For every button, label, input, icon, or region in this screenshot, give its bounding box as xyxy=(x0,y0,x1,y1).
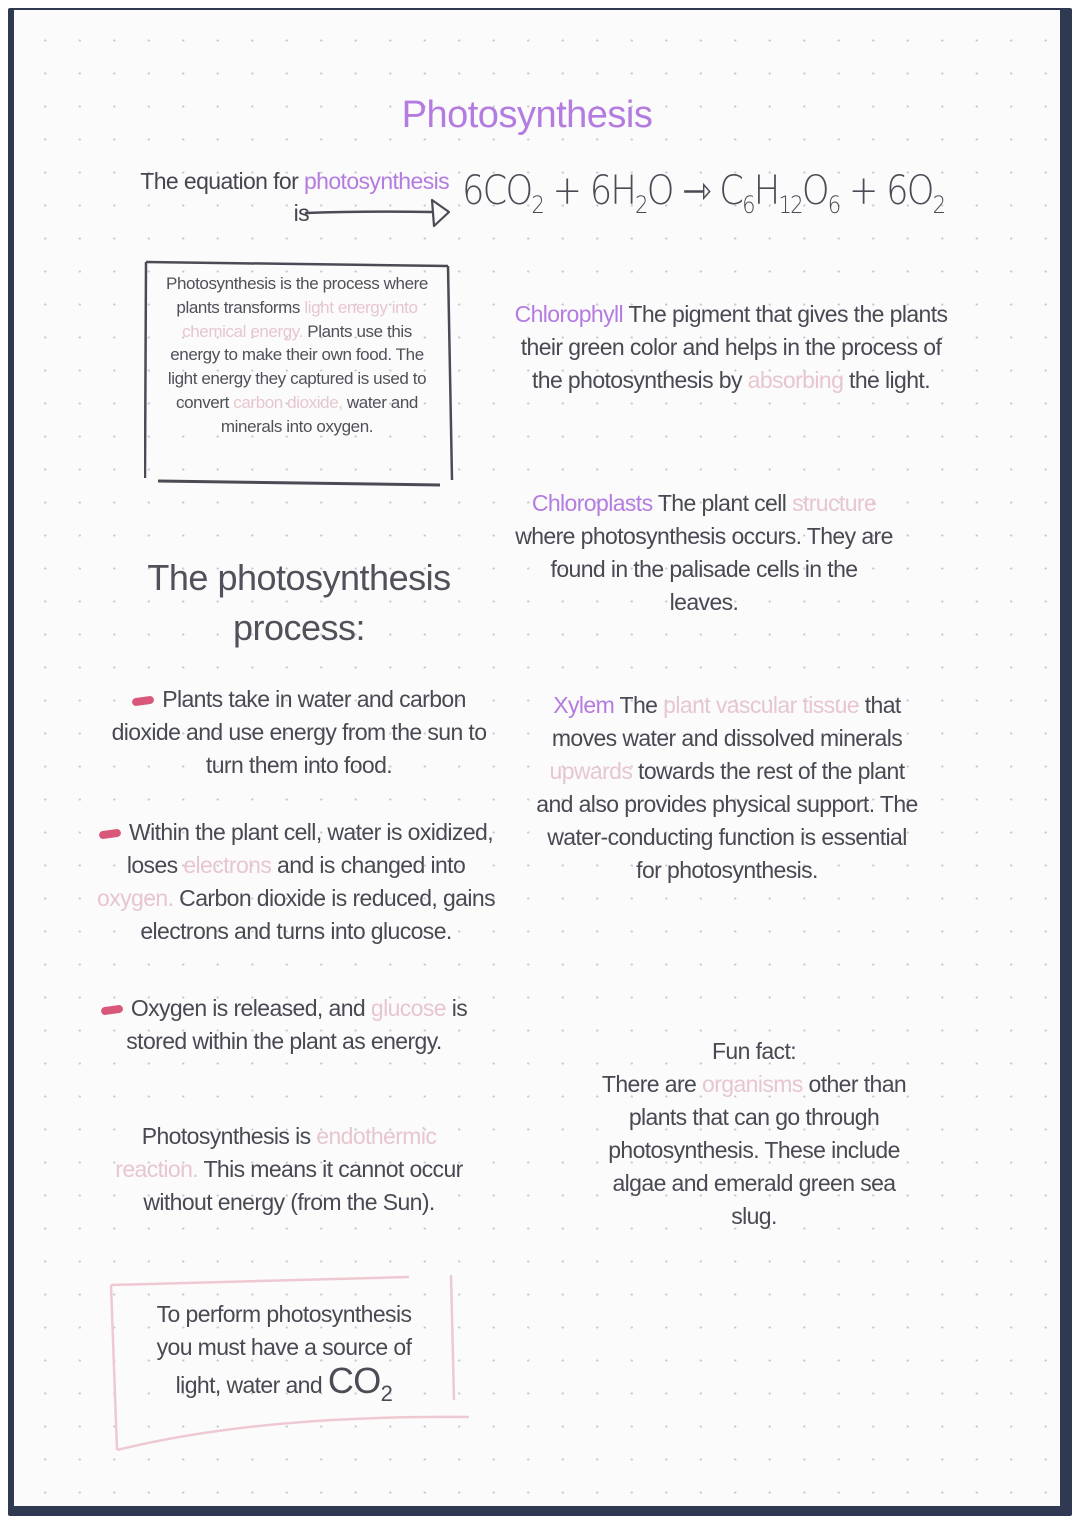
highlight-segment: endothermic reaction. xyxy=(115,1123,437,1182)
text-segment: The pigment that gives the plants their green color and helps in the process of the photosynthesis by xyxy=(520,301,948,393)
fun-fact xyxy=(594,1035,914,1233)
text-segment: This means it cannot occur without energy (from the Sun). xyxy=(143,1156,463,1215)
highlight-segment: structure xyxy=(792,490,877,516)
process-step-3 xyxy=(84,992,484,1058)
chemical-equation xyxy=(462,168,944,219)
term-label: Xylem xyxy=(553,692,615,718)
text-segment: To perform photosynthesis you must have a source of light, water and xyxy=(156,1301,412,1398)
eq-sub: 2 xyxy=(635,191,647,219)
term-chlorophyll xyxy=(506,298,956,397)
eq-part: H xyxy=(753,168,779,214)
process-heading xyxy=(134,553,464,653)
text-segment: Plants take in water and carbon dioxide and use energy from the sun to turn them into food. xyxy=(111,686,487,778)
text-segment: other than plants that can go through photosynthesis. These include algae and emerald green sea slug. xyxy=(608,1071,907,1229)
requirements-box-text xyxy=(139,1298,429,1410)
eq-part: 6CO xyxy=(462,168,532,214)
eq-sub: 6 xyxy=(827,191,840,219)
text-segment: Within the plant cell, water is oxidized, loses xyxy=(126,819,494,878)
eq-part: O xyxy=(801,168,828,214)
equation-intro-suffix: is xyxy=(293,200,309,226)
process-heading-line2: process: xyxy=(232,607,366,648)
text-segment: Plants use this energy to make their own food. The light energy they captured is used to convert xyxy=(167,321,427,412)
pink-dash-bullet-icon xyxy=(100,1004,123,1015)
text-segment: Photosynthesis is xyxy=(141,1123,317,1149)
process-step-1 xyxy=(104,683,494,782)
pink-dash-bullet-icon xyxy=(99,828,122,839)
highlight-segment: carbon dioxide, xyxy=(233,392,343,412)
arrow-right-icon xyxy=(304,198,454,232)
highlight-segment: upwards xyxy=(549,758,633,784)
endothermic-note xyxy=(104,1120,474,1219)
eq-part: + 6O xyxy=(839,168,933,214)
highlight-segment: electrons xyxy=(183,852,272,878)
text-segment: Oxygen is released, and xyxy=(130,995,371,1021)
text-segment: that moves water and dissolved minerals xyxy=(551,692,903,751)
highlight-segment: oxygen. xyxy=(97,885,174,911)
text-segment: is stored within the plant as energy. xyxy=(126,995,468,1054)
eq-sub: 12 xyxy=(778,191,802,219)
text-segment: and is changed into xyxy=(271,852,466,878)
equation-intro-prefix: The equation for xyxy=(140,168,304,194)
pink-dash-bullet-icon xyxy=(132,695,155,706)
eq-sub: 2 xyxy=(932,191,945,219)
formula-text: CO xyxy=(327,1360,381,1401)
highlight-segment: plant vascular tissue xyxy=(663,692,859,718)
text-segment: towards the rest of the plant and also provides physical support. The water-conducting function is essential for photosynthesis. xyxy=(536,758,918,883)
term-chloroplasts xyxy=(514,487,894,619)
term-label: Chlorophyll xyxy=(514,301,624,327)
process-heading-line1: The photosynthesis xyxy=(147,557,451,598)
fun-fact-heading: Fun fact: xyxy=(711,1038,797,1064)
term-label: Chloroplasts xyxy=(531,490,653,516)
eq-sub: 6 xyxy=(742,191,754,219)
text-segment: Carbon dioxide is reduced, gains electrons and turns into glucose. xyxy=(140,885,495,944)
text-segment: where photosynthesis occurs. They are found in the palisade cells in the leaves. xyxy=(515,523,893,615)
page-title: Photosynthesis xyxy=(401,94,653,136)
co2-formula xyxy=(327,1360,393,1407)
eq-sub: 2 xyxy=(531,191,544,219)
text-segment: the light. xyxy=(843,367,931,393)
formula-subscript: 2 xyxy=(380,1381,393,1407)
text-segment: Photosynthesis is the process where plants transforms xyxy=(166,274,428,317)
text-segment: water and minerals into oxygen. xyxy=(220,392,418,436)
highlight-segment: light energy into chemical energy. xyxy=(182,297,418,341)
equation-intro-highlight: photosynthesis xyxy=(303,168,449,194)
eq-part: O ⇾ C xyxy=(646,168,743,214)
highlight-segment: absorbing xyxy=(747,367,844,393)
term-xylem xyxy=(532,689,922,887)
text-segment: There are xyxy=(601,1071,703,1097)
text-segment: The xyxy=(614,692,664,718)
text-segment: The plant cell xyxy=(652,490,793,516)
highlight-segment: organisms xyxy=(702,1071,803,1097)
highlight-segment: glucose xyxy=(370,995,446,1021)
eq-part: + 6H xyxy=(543,168,636,214)
process-step-2 xyxy=(96,816,496,948)
notebook-page xyxy=(14,10,1060,1506)
definition-box-text xyxy=(162,272,432,439)
